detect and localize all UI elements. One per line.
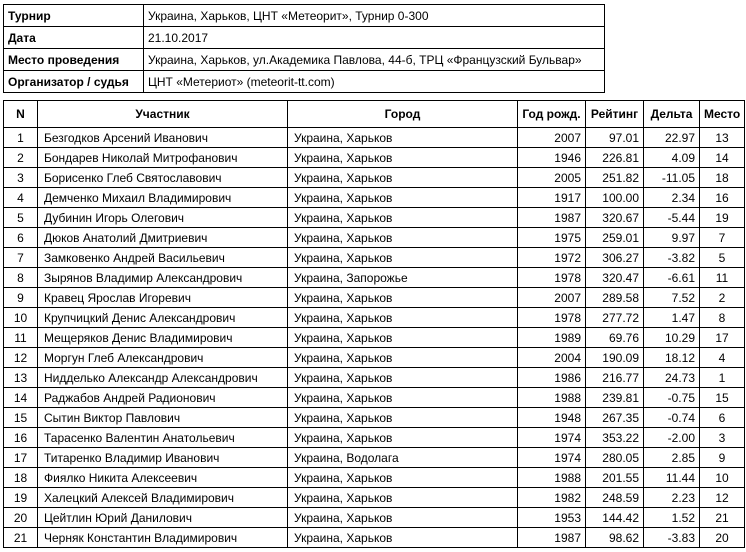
cell-city: Украина, Харьков [288,508,518,528]
cell-participant: Фиялко Никита Алексеевич [38,468,288,488]
cell-number: 2 [4,148,38,168]
cell-delta: -0.74 [644,408,700,428]
cell-number: 10 [4,308,38,328]
cell-number: 8 [4,268,38,288]
cell-rating: 69.76 [586,328,644,348]
header-n: N [4,101,38,128]
cell-number: 21 [4,528,38,548]
cell-place: 19 [700,208,745,228]
cell-delta: -6.61 [644,268,700,288]
cell-number: 17 [4,448,38,468]
cell-place: 15 [700,388,745,408]
cell-rating: 100.00 [586,188,644,208]
cell-rating: 306.27 [586,248,644,268]
table-row [4,488,745,508]
header-city: Город [288,101,518,128]
results-table [3,100,745,548]
cell-place: 21 [700,508,745,528]
cell-birth-year: 1987 [518,208,586,228]
cell-place: 16 [700,188,745,208]
cell-city: Украина, Харьков [288,348,518,368]
table-row [4,228,745,248]
cell-rating: 353.22 [586,428,644,448]
table-row [4,428,745,448]
cell-city: Украина, Харьков [288,248,518,268]
info-label: Дата [4,27,144,49]
cell-participant: Замковенко Андрей Васильевич [38,248,288,268]
cell-place: 12 [700,488,745,508]
cell-birth-year: 1978 [518,308,586,328]
cell-delta: -3.82 [644,248,700,268]
table-row [4,508,745,528]
cell-participant: Безгодков Арсений Иванович [38,128,288,148]
cell-rating: 97.01 [586,128,644,148]
cell-rating: 320.67 [586,208,644,228]
cell-delta: -5.44 [644,208,700,228]
info-label: Место проведения [4,49,144,71]
cell-rating: 289.58 [586,288,644,308]
cell-number: 11 [4,328,38,348]
cell-rating: 98.62 [586,528,644,548]
cell-participant: Борисенко Глеб Святославович [38,168,288,188]
cell-place: 5 [700,248,745,268]
cell-rating: 190.09 [586,348,644,368]
cell-birth-year: 1953 [518,508,586,528]
cell-city: Украина, Харьков [288,208,518,228]
cell-delta: 1.47 [644,308,700,328]
cell-city: Украина, Харьков [288,368,518,388]
table-row [4,188,745,208]
cell-number: 14 [4,388,38,408]
cell-place: 20 [700,528,745,548]
cell-delta: 2.23 [644,488,700,508]
cell-city: Украина, Харьков [288,288,518,308]
cell-delta: 10.29 [644,328,700,348]
cell-birth-year: 1974 [518,448,586,468]
header-participant: Участник [38,101,288,128]
header-delta: Дельта [644,101,700,128]
cell-delta: -2.00 [644,428,700,448]
table-row [4,348,745,368]
cell-birth-year: 1948 [518,408,586,428]
header-place: Место [700,101,745,128]
cell-city: Украина, Харьков [288,148,518,168]
cell-place: 1 [700,368,745,388]
cell-number: 16 [4,428,38,448]
cell-birth-year: 1974 [518,428,586,448]
tournament-info-body [4,5,605,93]
cell-birth-year: 2007 [518,288,586,308]
cell-number: 20 [4,508,38,528]
table-row [4,168,745,188]
cell-rating: 280.05 [586,448,644,468]
cell-participant: Демченко Михаил Владимирович [38,188,288,208]
table-row [4,268,745,288]
cell-participant: Раджабов Андрей Радионович [38,388,288,408]
cell-birth-year: 1917 [518,188,586,208]
cell-delta: 2.85 [644,448,700,468]
cell-city: Украина, Харьков [288,168,518,188]
cell-birth-year: 1946 [518,148,586,168]
results-body [4,128,745,548]
info-label: Турнир [4,5,144,27]
table-row [4,468,745,488]
cell-place: 7 [700,228,745,248]
cell-participant: Дюков Анатолий Дмитриевич [38,228,288,248]
info-label: Организатор / судья [4,71,144,93]
cell-city: Украина, Харьков [288,388,518,408]
table-row [4,128,745,148]
cell-city: Украина, Харьков [288,128,518,148]
cell-delta: 7.52 [644,288,700,308]
cell-birth-year: 1986 [518,368,586,388]
cell-participant: Титаренко Владимир Иванович [38,448,288,468]
cell-birth-year: 1989 [518,328,586,348]
table-row [4,208,745,228]
table-row [4,368,745,388]
info-row [4,49,605,71]
cell-place: 4 [700,348,745,368]
cell-delta: 1.52 [644,508,700,528]
cell-delta: -0.75 [644,388,700,408]
header-birth-year: Год рожд. [518,101,586,128]
cell-place: 13 [700,128,745,148]
cell-city: Украина, Харьков [288,408,518,428]
cell-rating: 259.01 [586,228,644,248]
cell-rating: 144.42 [586,508,644,528]
cell-participant: Бондарев Николай Митрофанович [38,148,288,168]
cell-place: 8 [700,308,745,328]
cell-delta: -3.83 [644,528,700,548]
cell-delta: 4.09 [644,148,700,168]
cell-rating: 277.72 [586,308,644,328]
cell-participant: Мещеряков Денис Владимирович [38,328,288,348]
cell-city: Украина, Водолага [288,448,518,468]
cell-participant: Черняк Константин Владимирович [38,528,288,548]
cell-city: Украина, Харьков [288,468,518,488]
info-value: Украина, Харьков, ЦНТ «Метеорит», Турнир 0-300 [144,5,605,27]
cell-participant: Халецкий Алексей Владимирович [38,488,288,508]
info-row [4,27,605,49]
cell-birth-year: 2007 [518,128,586,148]
cell-city: Украина, Харьков [288,428,518,448]
cell-number: 4 [4,188,38,208]
cell-birth-year: 1988 [518,468,586,488]
info-row [4,71,605,93]
cell-city: Украина, Харьков [288,528,518,548]
cell-participant: Тарасенко Валентин Анатольевич [38,428,288,448]
info-value: ЦНТ «Метериот» (meteorit-tt.com) [144,71,605,93]
cell-participant: Цейтлин Юрий Данилович [38,508,288,528]
cell-city: Украина, Харьков [288,228,518,248]
results-header-row [4,101,745,128]
tournament-info-table [3,4,605,93]
cell-birth-year: 1972 [518,248,586,268]
cell-rating: 320.47 [586,268,644,288]
table-row [4,248,745,268]
table-row [4,388,745,408]
cell-place: 10 [700,468,745,488]
cell-participant: Кравец Ярослав Игоревич [38,288,288,308]
table-row [4,288,745,308]
cell-rating: 267.35 [586,408,644,428]
cell-delta: 9.97 [644,228,700,248]
cell-rating: 251.82 [586,168,644,188]
cell-city: Украина, Харьков [288,188,518,208]
cell-number: 13 [4,368,38,388]
table-row [4,308,745,328]
cell-delta: 22.97 [644,128,700,148]
header-rating: Рейтинг [586,101,644,128]
cell-participant: Сытин Виктор Павлович [38,408,288,428]
cell-number: 18 [4,468,38,488]
table-row [4,528,745,548]
cell-delta: 18.12 [644,348,700,368]
cell-participant: Зырянов Владимир Александрович [38,268,288,288]
cell-birth-year: 1988 [518,388,586,408]
cell-rating: 216.77 [586,368,644,388]
cell-number: 5 [4,208,38,228]
cell-number: 6 [4,228,38,248]
cell-rating: 239.81 [586,388,644,408]
table-row [4,408,745,428]
cell-city: Украина, Харьков [288,308,518,328]
cell-number: 3 [4,168,38,188]
cell-participant: Моргун Глеб Александрович [38,348,288,368]
cell-number: 1 [4,128,38,148]
cell-birth-year: 1987 [518,528,586,548]
cell-number: 7 [4,248,38,268]
cell-participant: Нидделько Александр Александрович [38,368,288,388]
cell-birth-year: 1975 [518,228,586,248]
cell-place: 2 [700,288,745,308]
info-row [4,5,605,27]
cell-participant: Дубинин Игорь Олегович [38,208,288,228]
cell-city: Украина, Харьков [288,488,518,508]
cell-delta: 2.34 [644,188,700,208]
cell-place: 9 [700,448,745,468]
table-row [4,448,745,468]
cell-city: Украина, Запорожье [288,268,518,288]
cell-delta: 11.44 [644,468,700,488]
table-row [4,148,745,168]
cell-number: 9 [4,288,38,308]
cell-participant: Крупчицкий Денис Александрович [38,308,288,328]
cell-delta: 24.73 [644,368,700,388]
cell-city: Украина, Харьков [288,328,518,348]
cell-number: 12 [4,348,38,368]
cell-birth-year: 2005 [518,168,586,188]
table-row [4,328,745,348]
cell-place: 17 [700,328,745,348]
cell-birth-year: 1978 [518,268,586,288]
cell-birth-year: 1982 [518,488,586,508]
cell-number: 15 [4,408,38,428]
cell-place: 6 [700,408,745,428]
cell-rating: 201.55 [586,468,644,488]
cell-birth-year: 2004 [518,348,586,368]
cell-place: 18 [700,168,745,188]
cell-place: 11 [700,268,745,288]
cell-place: 14 [700,148,745,168]
info-value: Украина, Харьков, ул.Академика Павлова, 44-б, ТРЦ «Французский Бульвар» [144,49,605,71]
cell-number: 19 [4,488,38,508]
info-value: 21.10.2017 [144,27,605,49]
cell-delta: -11.05 [644,168,700,188]
cell-rating: 248.59 [586,488,644,508]
cell-rating: 226.81 [586,148,644,168]
cell-place: 3 [700,428,745,448]
